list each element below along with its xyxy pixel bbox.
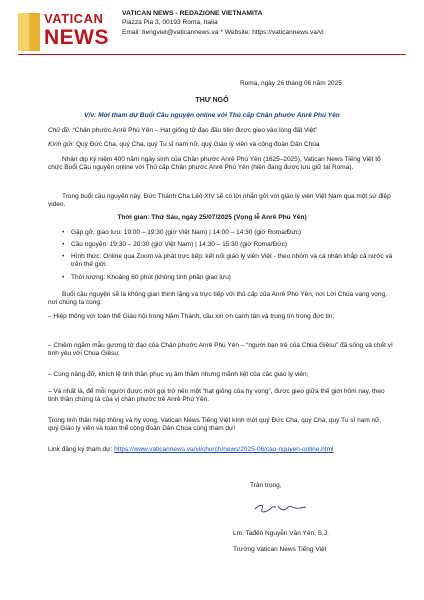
registration-label: Link đăng ký tham dự: (48, 446, 113, 453)
org-address: Piazza Pia 3, 00193 Roma, Italia (122, 19, 218, 27)
theme-text: “Chân phước Anrê Phú Yên – Hạt giống tử đạo đầu tiên được gieo vào lòng đất Việt” (72, 127, 318, 134)
flag-icon (18, 13, 40, 51)
registration-link[interactable]: https://www.vaticannews.va/vi/church/news/2025-06/cau-nguyen-online.html (114, 446, 334, 453)
letter-subject: V/v: Mời tham dự Buổi Cầu nguyện online với Thủ cấp Chân phước Anrê Phú Yên (84, 112, 340, 119)
paragraph-3: Buổi cầu nguyện sẽ là không gian thinh lặng và trực tiếp với thủ cấp của Anrê Phú Yên, nơi Lời Chúa vang vọng, nơi chúng ta cùng: (48, 291, 387, 307)
signer-name: Lm. Tađêô Nguyễn Văn Yên, S.J. (233, 530, 329, 537)
paragraph-2: Trong buổi cầu nguyện này, Đức Thánh Cha Lêô XIV sẽ có lời nhắn gởi với giáo lý viên Việt Nam qua một sứ điệp video. (48, 193, 391, 209)
header-divider (18, 54, 406, 55)
dash-item-2: – Chiêm ngắm mẫu gương tử đạo của Chân phước Anrê Phú Yên – “người bạn trẻ của Chúa Giêsu” đã sống và chết vì tình yêu với Chúa Giêsu; (48, 342, 393, 358)
recipient-text: Quý Đức Cha, quý Cha, quý Tu sĩ nam nữ, quý Giáo lý viên và cộng đoàn Dân Chúa (75, 141, 320, 148)
bullet-item: • Cầu nguyện: 19:30 – 20:30 (giờ Việt Nam) | 14:30 – 15:30 (giờ Roma/Đức) (62, 241, 401, 249)
dash-item-3: – Cùng nâng đỡ, khích lệ tinh thần phục vụ âm thầm nhưng mãnh liệt của các giáo lý viên; (48, 371, 309, 378)
event-time: Thời gian: Thứ Sáu, ngày 25/07/2025 (Vọng lễ Anrê Phú Yên) (117, 214, 307, 221)
signature (252, 500, 312, 516)
bullet-item: • Gặp gỡ, giao lưu: 19:00 – 19:30 (giờ Việt Nam) | 14:00 – 14:30 (giờ Roma/Đức) (62, 229, 401, 237)
letter-title: THƯ NGỎ (195, 97, 229, 104)
bullet-item: • Hình thức: Online qua Zoom và phát trực tiếp: kết nối giáo lý viên Việt - theo nhóm và cá nhân khắp cả nước và trên thế giới. (62, 253, 401, 270)
registration-line (48, 446, 393, 454)
org-name: VATICAN NEWS - REDAZIONE VIETNAMITA (122, 10, 263, 17)
letter-date: Roma, ngày 26 tháng 06 năm 2025 (240, 80, 342, 87)
paragraph-4: Trong tinh thần hiệp thông và hy vọng, Vatican News Tiếng Việt kính mời quý Đức Cha, quý Cha, quý Tu sĩ nam nữ, quý Giáo lý viên và toàn thể cộng đoàn Dân Chúa cùng tham dự! (48, 417, 382, 433)
vatican-news-logo (18, 11, 112, 55)
dash-item-1: – Hiệp thông với toàn thể Giáo hội trong Năm Thánh, cầu xin ơn canh tân và trung tín trong đức tin; (48, 313, 335, 320)
letterhead (122, 9, 418, 37)
theme-label: Chủ đề: (48, 127, 71, 134)
closing: Trân trọng, (250, 482, 282, 489)
recipient-label: Kính gửi: (48, 141, 75, 148)
paragraph-1: Nhân dịp kỷ niệm 400 năm ngày sinh của Chân phước Anrê Phú Yên (1625–2025), Vatican News Tiếng Việt tổ chức Buổi Cầu nguyện online với Thủ cấp Chân phước Anrê Phú Yên (hiện đang được lưu giữ tại Roma). (48, 156, 381, 172)
theme-line (48, 127, 393, 135)
signer-title: Trưởng Vatican News Tiếng Việt (233, 546, 327, 553)
bullet-item: • Thời lượng: Khoảng 60 phút (không tính phần giao lưu) (62, 274, 401, 282)
logo-text-bottom: NEWS (44, 26, 109, 49)
dash-item-4: – Và nhất là, để mỗi người được mời gọi trở nên một “hạt giống của hy vọng”, được gieo giữa thế giới hôm nay, theo tinh thần chứng tá của vị chân phước trẻ Anrê Phú Yên. (48, 388, 385, 404)
org-contact: Email: tiengviet@vaticannews.va * Website: https://vaticannews.va/vi (122, 28, 324, 36)
logo-text-top: VATICAN (44, 11, 104, 26)
recipient-line (48, 141, 393, 149)
